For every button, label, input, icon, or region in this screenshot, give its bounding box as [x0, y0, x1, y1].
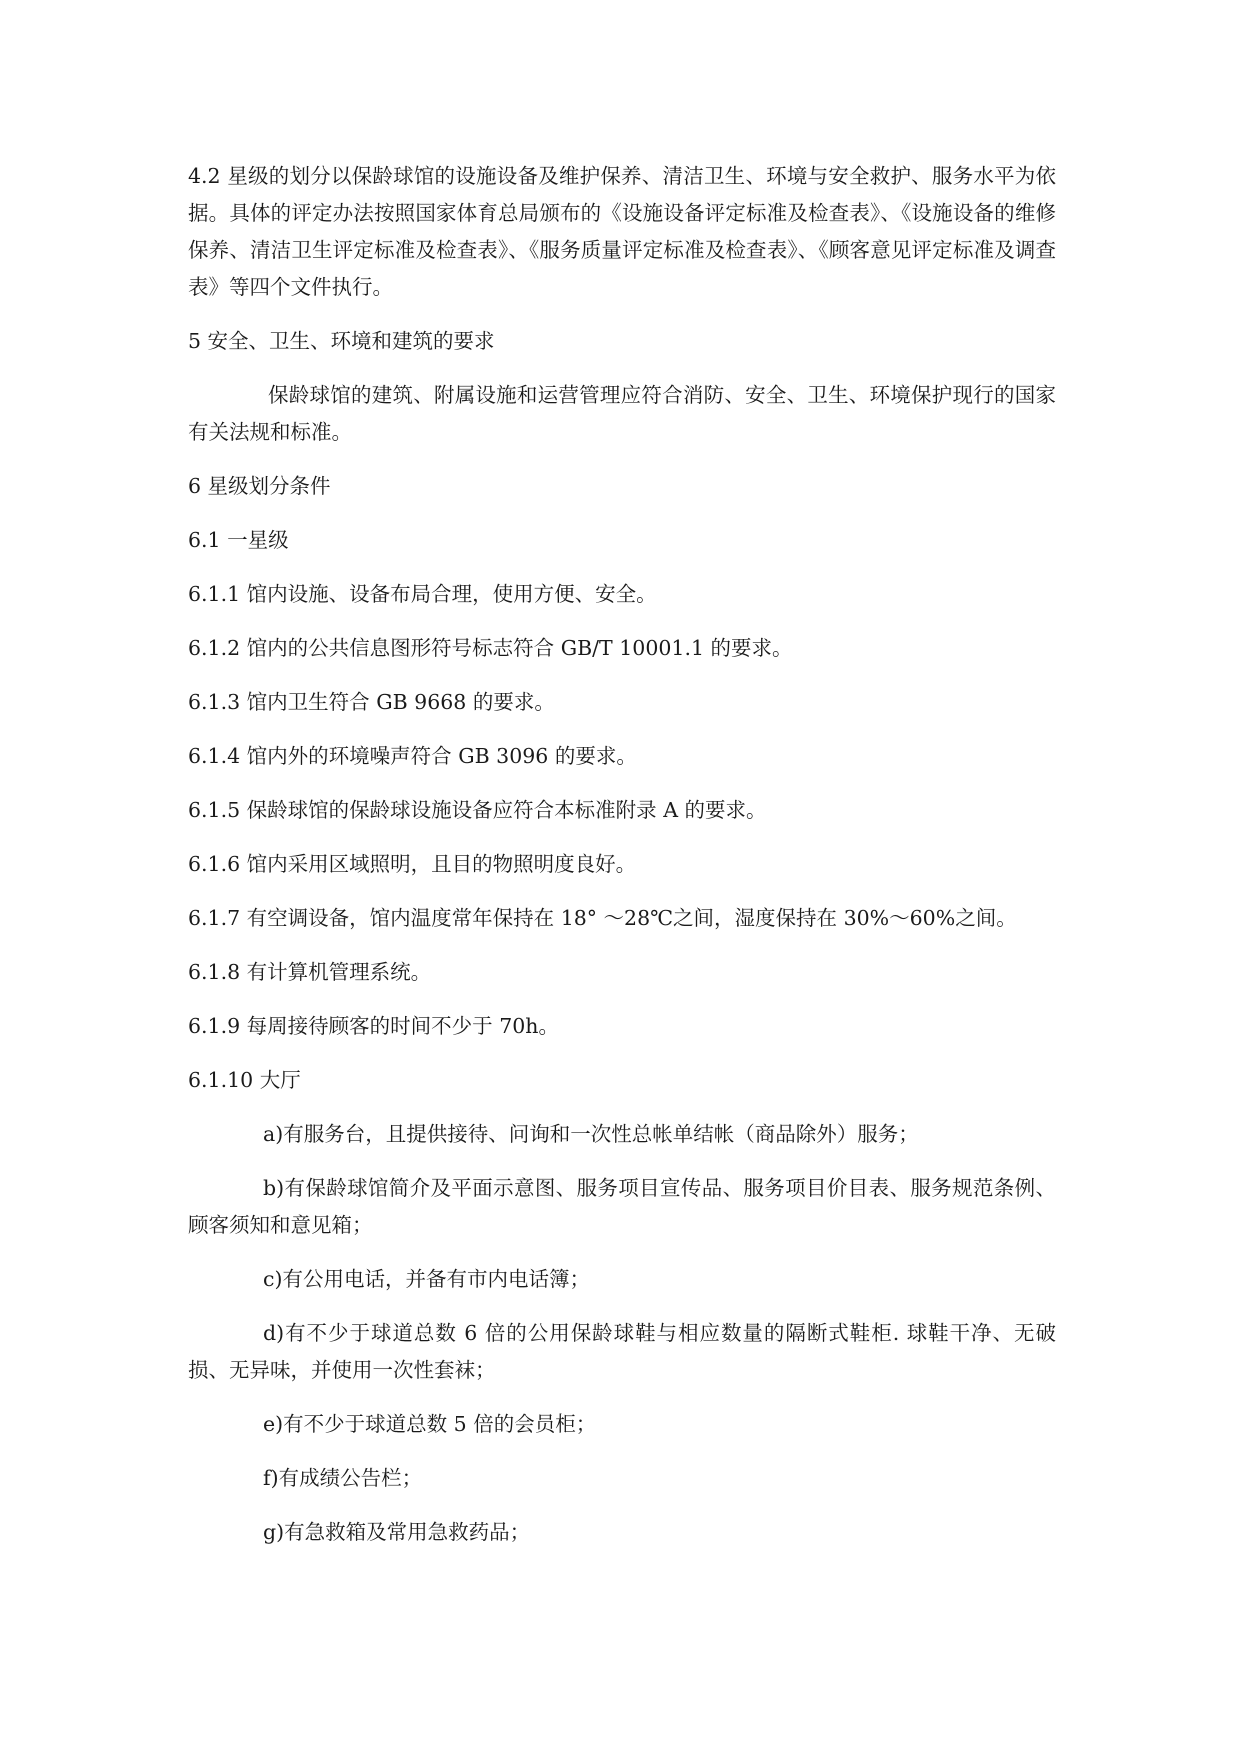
clause-6-1-3: 6.1.3 馆内卫生符合 GB 9668 的要求。	[188, 690, 555, 714]
section-heading-6: 6 星级划分条件	[188, 474, 331, 498]
list-item-g: g)有急救箱及常用急救药品；	[263, 1520, 531, 1544]
clause-6-1-7: 6.1.7 有空调设备，馆内温度常年保持在 18° ～28℃之间，湿度保持在 30%～60%之间。	[188, 906, 1017, 930]
document-body	[188, 158, 1056, 1568]
clause-6-1-8: 6.1.8 有计算机管理系统。	[188, 960, 432, 984]
clause-6-1-2: 6.1.2 馆内的公共信息图形符号标志符合 GB/T 10001.1 的要求。	[188, 636, 793, 660]
list-item-a: a)有服务台，且提供接待、问询和一次性总帐单结帐（商品除外）服务；	[263, 1122, 919, 1146]
subsection-heading-6-1: 6.1 一星级	[188, 528, 289, 552]
clause-6-1-5: 6.1.5 保龄球馆的保龄球设施设备应符合本标准附录 A 的要求。	[188, 798, 767, 822]
section-heading-5: 5 安全、卫生、环境和建筑的要求	[188, 329, 495, 353]
list-item-d: d)有不少于球道总数 6 倍的公用保龄球鞋与相应数量的隔断式鞋柜. 球鞋干净、无破损、无异味，并使用一次性套袜；	[188, 1321, 1056, 1382]
clause-6-1-6: 6.1.6 馆内采用区域照明，且目的物照明度良好。	[188, 852, 637, 876]
list-item-e: e)有不少于球道总数 5 倍的会员柜；	[263, 1412, 597, 1436]
list-item-f: f)有成绩公告栏；	[263, 1466, 423, 1490]
clause-6-1-9: 6.1.9 每周接待顾客的时间不少于 70h。	[188, 1014, 559, 1038]
clause-6-1-4: 6.1.4 馆内外的环境噪声符合 GB 3096 的要求。	[188, 744, 637, 768]
clause-6-1-10: 6.1.10 大厅	[188, 1068, 301, 1092]
list-item-c: c)有公用电话，并备有市内电话簿；	[263, 1267, 590, 1291]
paragraph-5-body: 保龄球馆的建筑、附属设施和运营管理应符合消防、安全、卫生、环境保护现行的国家有关法规和标准。	[188, 383, 1056, 444]
clause-6-1-1: 6.1.1 馆内设施、设备布局合理，使用方便、安全。	[188, 582, 657, 606]
paragraph-4-2: 4.2 星级的划分以保龄球馆的设施设备及维护保养、清洁卫生、环境与安全救护、服务水平为依据。具体的评定办法按照国家体育总局颁布的《设施设备评定标准及检查表》、《设施设备的维修保养、清洁卫生评定标准及检查表》、《服务质量评定标准及检查表》、《顾客意见评定标准及调查表》等四个文件执行。	[188, 164, 1056, 299]
list-item-b: b)有保龄球馆简介及平面示意图、服务项目宣传品、服务项目价目表、服务规范条例、顾客须知和意见箱；	[188, 1176, 1056, 1237]
